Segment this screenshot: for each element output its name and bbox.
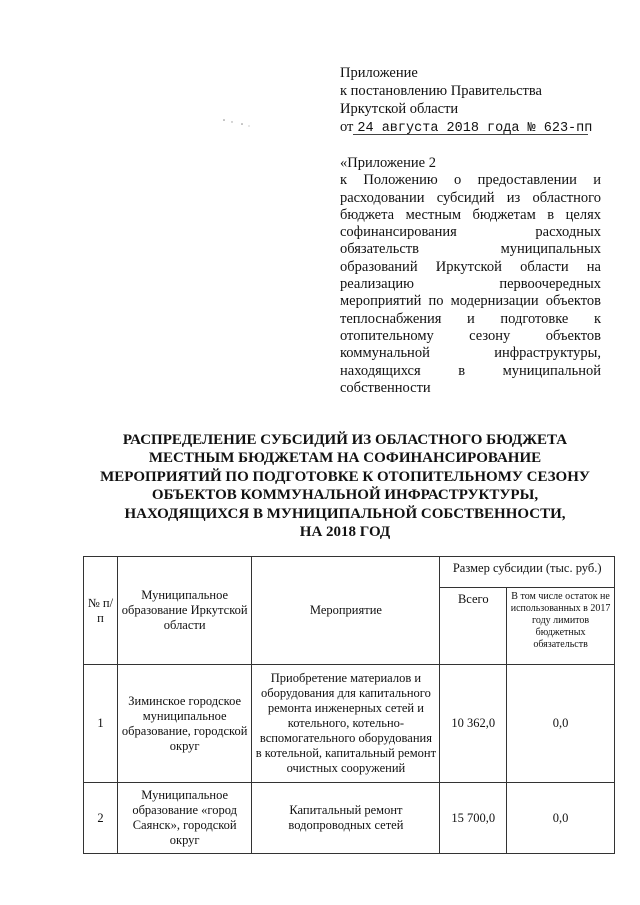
decree-date-typed: 24 августа 2018 года № 623-пп (357, 121, 593, 136)
subsidy-table (83, 556, 615, 854)
date-prefix: от (340, 119, 354, 135)
header-municipality: Муниципальное образование Иркутской области (117, 557, 252, 665)
header-activity: Мероприятие (252, 557, 440, 665)
cell-remainder: 0,0 (507, 665, 615, 783)
header-num: № п/п (84, 557, 118, 665)
title-line: МЕСТНЫМ БЮДЖЕТАМ НА СОФИНАНСИРОВАНИЕ (148, 450, 542, 467)
annex-note (340, 155, 601, 397)
cell-remainder: 0,0 (507, 783, 615, 854)
cell-total: 15 700,0 (440, 783, 507, 854)
title-line: НА 2018 ГОД (299, 524, 391, 541)
header-line: Приложение (340, 65, 418, 81)
title-line: ОБЪЕКТОВ КОММУНАЛЬНОЙ ИНФРАСТРУКТУРЫ, (151, 487, 539, 504)
annex-title: «Приложение 2 (340, 155, 436, 171)
cell-num: 1 (84, 665, 118, 783)
cell-activity: Приобретение материалов и оборудования для капитального ремонта инженерных сетей и котельного, котельно-вспомогательного оборудования в котельной, капитальный ремонт очистных сооружений (252, 665, 440, 783)
cell-municipality: Муниципальное образование «город Саянск», городской округ (117, 783, 252, 854)
cell-total: 10 362,0 (440, 665, 507, 783)
cell-num: 2 (84, 783, 118, 854)
header-line: Иркутской области (340, 101, 459, 117)
title-line: РАСПРЕДЕЛЕНИЕ СУБСИДИЙ ИЗ ОБЛАСТНОГО БЮДЖЕТА (122, 432, 568, 448)
date-underline (353, 134, 588, 135)
title-line: НАХОДЯЩИХСЯ В МУНИЦИПАЛЬНОЙ СОБСТВЕННОСТИ, (124, 505, 566, 522)
header-total: Всего (440, 588, 507, 665)
table-row (84, 783, 615, 854)
cell-activity: Капитальный ремонт водопроводных сетей (252, 783, 440, 854)
header-remainder: В том числе остаток не использованных в 2017 году лимитов бюджетных обязательств (507, 588, 615, 665)
header-subsidy-size: Размер субсидии (тыс. руб.) (440, 557, 615, 588)
cell-municipality: Зиминское городское муниципальное образование, городской округ (117, 665, 252, 783)
annex-text: к Положению о предоставлении и расходовании субсидий из областного бюджета местным бюджетам в целях софинансирования расходных обязательств муниципальных образований Иркутской области на реализацию первоочередных мероприятий по модернизации объектов теплоснабжения и подготовке к отопительному сезону объектов коммунальной инфраструктуры, находящихся в муниципальной собственности (340, 172, 601, 396)
header-line: к постановлению Правительства (340, 83, 542, 99)
decree-date-line (340, 118, 602, 138)
table-row (84, 665, 615, 783)
title-line: МЕРОПРИЯТИЙ ПО ПОДГОТОВКЕ К ОТОПИТЕЛЬНОМУ СЕЗОНУ (100, 468, 590, 485)
document-title (90, 431, 600, 541)
scan-dots-artifact (222, 118, 252, 128)
appendix-header (340, 64, 602, 138)
